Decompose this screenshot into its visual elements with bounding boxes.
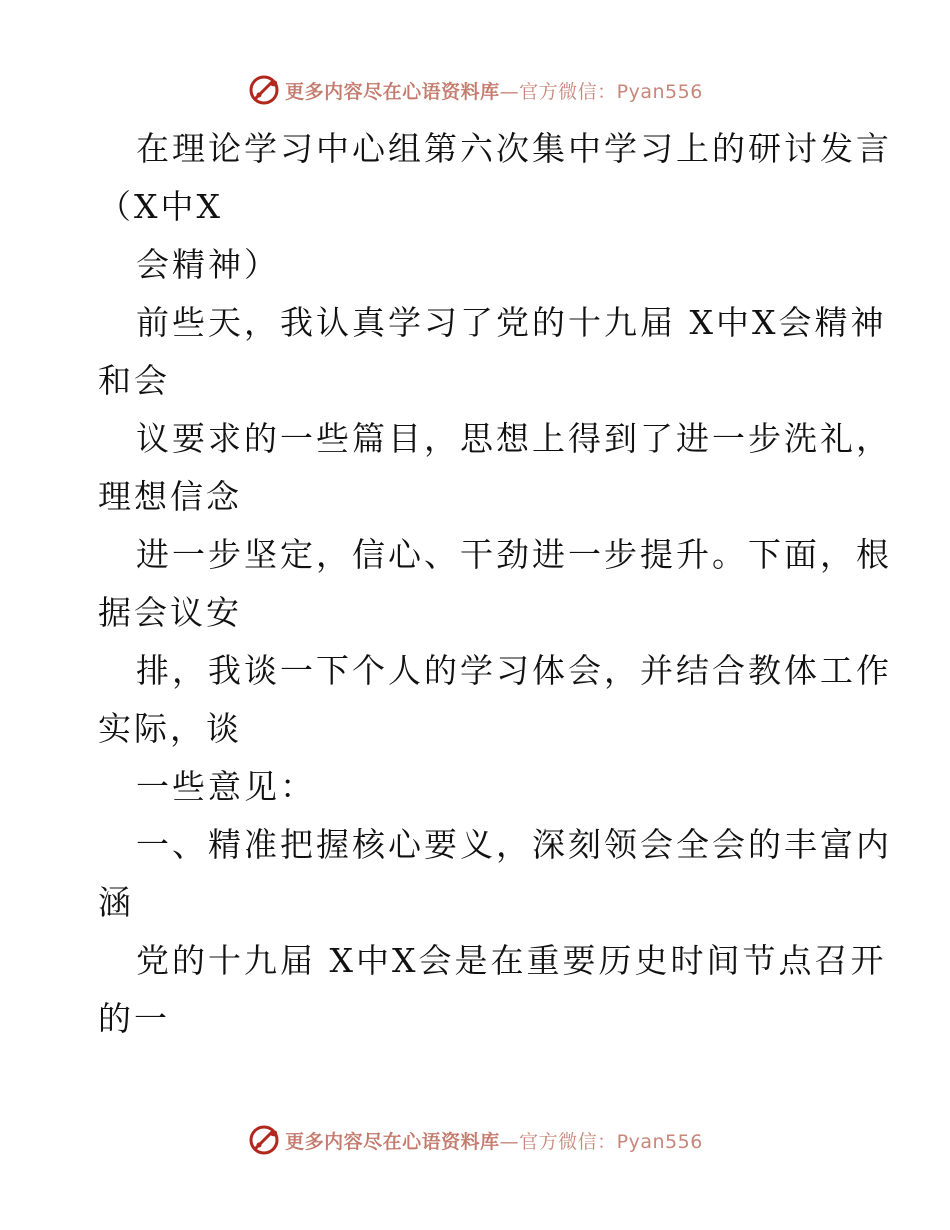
document-body: [98, 120, 892, 1048]
banner-text: [285, 77, 703, 104]
banner-contact: 官方微信：Pyan556: [519, 80, 703, 103]
document-title-line-2: （X中X: [98, 187, 223, 226]
paragraph-line: 的一: [98, 999, 170, 1038]
section-heading-line: 一、精准把握核心要义，深刻领会全会的丰富内: [136, 825, 892, 864]
banner-brand: 更多内容尽在心语资料库: [285, 1130, 500, 1153]
banner-brand: 更多内容尽在心语资料库: [285, 80, 500, 103]
banner-contact: 官方微信：Pyan556: [519, 1130, 703, 1153]
banner-dash: —: [499, 80, 520, 103]
paragraph-line: 进一步坚定，信心、干劲进一步提升。下面，根: [136, 535, 892, 574]
document-title-line-1: 在理论学习中心组第六次集中学习上的研讨发言: [136, 129, 892, 168]
paragraph-line: 据会议安: [98, 593, 242, 632]
paragraph-line: 实际，谈: [98, 709, 242, 748]
paragraph-line: 党的十九届 X中X会是在重要历史时间节点召开: [136, 941, 887, 980]
banner-dash: —: [499, 1130, 520, 1153]
footer-banner: [0, 1120, 950, 1160]
paragraph-line: 一些意见：: [136, 767, 316, 806]
document-title-line-3: 会精神）: [136, 245, 280, 284]
section-heading-line: 涵: [98, 883, 134, 922]
banner-text: [285, 1127, 703, 1154]
paragraph-line: 议要求的一些篇目，思想上得到了进一步洗礼，: [136, 419, 892, 458]
quill-logo-icon: [247, 1123, 281, 1157]
paragraph-line: 理想信念: [98, 477, 242, 516]
quill-logo-icon: [247, 73, 281, 107]
paragraph-line: 排，我谈一下个人的学习体会，并结合教体工作: [136, 651, 892, 690]
header-banner: [0, 70, 950, 110]
paragraph-line: 前些天，我认真学习了党的十九届 X中X会精神: [136, 303, 887, 342]
paragraph-line: 和会: [98, 361, 170, 400]
